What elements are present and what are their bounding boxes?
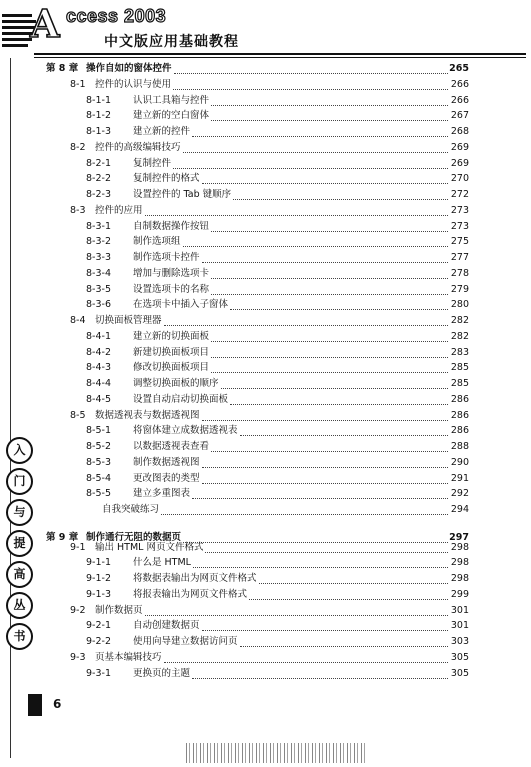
toc-title: 自动创建数据页 bbox=[133, 620, 200, 632]
toc-number: 8-1-2 bbox=[86, 110, 111, 122]
toc-leader-dots bbox=[211, 293, 448, 295]
toc-row bbox=[0, 503, 531, 517]
toc-page-number: 269 bbox=[450, 157, 469, 169]
toc-page-number: 282 bbox=[450, 315, 469, 326]
toc-leader-dots bbox=[192, 497, 448, 499]
toc-leader-dots bbox=[193, 566, 448, 568]
toc-leader-dots bbox=[211, 104, 448, 106]
toc-title: 设置自动启动切换面板 bbox=[133, 393, 229, 405]
toc-number: 8-4-2 bbox=[86, 346, 111, 358]
toc-number: 8-5-1 bbox=[86, 425, 111, 437]
toc-page-number: 297 bbox=[449, 531, 469, 543]
series-char: 门 bbox=[6, 468, 33, 495]
toc-row bbox=[0, 541, 531, 555]
page-marker-block bbox=[28, 694, 42, 716]
toc-leader-dots bbox=[211, 119, 448, 121]
series-char: 高 bbox=[6, 561, 33, 588]
toc-page-number: 286 bbox=[450, 393, 469, 405]
toc-title: 控件的高级编辑技巧 bbox=[95, 141, 181, 153]
toc-number: 8-4-1 bbox=[86, 330, 111, 342]
toc-leader-dots bbox=[211, 340, 448, 342]
toc-leader-dots bbox=[230, 403, 448, 405]
toc-page-number: 282 bbox=[450, 330, 469, 342]
toc-leader-dots bbox=[221, 387, 448, 389]
toc-leader-dots bbox=[183, 151, 448, 153]
toc-title: 修改切换面板项目 bbox=[133, 362, 210, 374]
toc-title: 新建切换面板项目 bbox=[133, 346, 210, 358]
toc-row bbox=[0, 361, 531, 375]
toc-title: 建立新的控件 bbox=[133, 126, 191, 137]
toc-leader-dots bbox=[211, 371, 448, 373]
toc-row bbox=[0, 235, 531, 249]
toc-number: 8-4-3 bbox=[86, 362, 111, 374]
toc-row bbox=[0, 346, 531, 360]
toc-leader-dots bbox=[233, 198, 448, 200]
toc-page-number: 286 bbox=[450, 409, 469, 421]
toc-page-number: 283 bbox=[450, 346, 469, 358]
toc-page-number: 292 bbox=[450, 488, 469, 500]
toc-leader-dots bbox=[183, 245, 448, 247]
header-rule bbox=[34, 53, 526, 55]
toc-page-number: 273 bbox=[450, 204, 469, 216]
toc-page-number: 303 bbox=[450, 636, 469, 647]
toc-row bbox=[0, 330, 531, 344]
toc-row bbox=[0, 424, 531, 438]
toc-number: 9-1-1 bbox=[86, 557, 111, 569]
toc-leader-dots bbox=[164, 661, 448, 663]
toc-page-number: 290 bbox=[450, 456, 469, 468]
toc-row bbox=[0, 604, 531, 618]
toc-title: 建立新的空白窗体 bbox=[133, 110, 210, 122]
toc-page-number: 305 bbox=[450, 667, 469, 679]
toc-leader-dots bbox=[211, 356, 448, 358]
toc-number: 9-2-2 bbox=[86, 636, 111, 647]
toc-title: 制作选项卡控件 bbox=[133, 252, 200, 263]
toc-chapter-row bbox=[0, 62, 531, 76]
toc-title: 制作数据透视图 bbox=[133, 456, 200, 468]
toc-row bbox=[0, 220, 531, 234]
toc-title: 将报表输出为网页文件格式 bbox=[133, 588, 248, 600]
toc-number: 8-3-5 bbox=[86, 283, 111, 295]
scan-noise bbox=[186, 743, 366, 763]
toc-leader-dots bbox=[202, 182, 448, 184]
toc-leader-dots bbox=[173, 167, 448, 169]
toc-number: 9-1-3 bbox=[86, 588, 111, 600]
page-number: 6 bbox=[53, 697, 62, 711]
toc-leader-dots bbox=[161, 513, 448, 515]
toc-title: 什么是 HTML bbox=[133, 557, 191, 569]
toc-row bbox=[0, 125, 531, 139]
toc-row bbox=[0, 572, 531, 586]
toc-row bbox=[0, 440, 531, 454]
toc-page-number: 273 bbox=[450, 220, 469, 232]
toc-row bbox=[0, 94, 531, 108]
toc-page-number: 298 bbox=[450, 557, 469, 569]
toc-row bbox=[0, 157, 531, 171]
toc-row bbox=[0, 651, 531, 665]
toc-number: 8-3-3 bbox=[86, 252, 111, 263]
toc-title: 切换面板管理器 bbox=[95, 315, 162, 326]
toc-leader-dots bbox=[202, 466, 448, 468]
toc-title: 制作数据页 bbox=[95, 604, 143, 616]
toc-page-number: 301 bbox=[450, 620, 469, 632]
toc-number: 9-3-1 bbox=[86, 667, 111, 679]
toc-number: 9-2 bbox=[70, 604, 86, 616]
toc-number: 8-2 bbox=[70, 141, 86, 153]
toc-title: 复制控件 bbox=[133, 157, 172, 169]
toc-leader-dots bbox=[205, 551, 448, 553]
toc-number: 8-5-3 bbox=[86, 456, 111, 468]
toc-title: 制作选项组 bbox=[133, 236, 181, 248]
toc-leader-dots bbox=[145, 614, 448, 616]
toc-row bbox=[0, 377, 531, 391]
toc-page-number: 299 bbox=[450, 588, 469, 600]
toc-page-number: 278 bbox=[450, 267, 469, 279]
toc-row bbox=[0, 283, 531, 297]
toc-row bbox=[0, 314, 531, 328]
toc-page-number: 269 bbox=[450, 141, 469, 153]
toc-leader-dots bbox=[202, 261, 448, 263]
toc-page-number: 280 bbox=[450, 299, 469, 311]
toc-row bbox=[0, 172, 531, 186]
toc-page-number: 298 bbox=[450, 541, 469, 553]
toc-leader-dots bbox=[192, 677, 448, 679]
toc-number: 9-1 bbox=[70, 541, 86, 553]
toc-page-number: 272 bbox=[450, 189, 469, 200]
toc-leader-dots bbox=[259, 582, 448, 584]
toc-title: 输出 HTML 网页文件格式 bbox=[95, 541, 204, 553]
toc-number: 8-4-5 bbox=[86, 393, 111, 405]
book-title: 中文版应用基础教程 bbox=[104, 34, 239, 50]
toc-leader-dots bbox=[202, 629, 448, 631]
toc-title: 以数据透视表查看 bbox=[133, 441, 210, 452]
toc-title: 建立多重图表 bbox=[133, 488, 191, 500]
brand-initial: A bbox=[30, 1, 60, 46]
toc-title: 复制控件的格式 bbox=[133, 173, 200, 185]
toc-title: 在选项卡中插入子窗体 bbox=[133, 299, 229, 311]
toc-number: 9-2-1 bbox=[86, 620, 111, 632]
toc-number: 8-1 bbox=[70, 78, 86, 90]
toc-number: 8-4-4 bbox=[86, 378, 111, 389]
toc-row bbox=[0, 204, 531, 218]
toc-number: 8-5-4 bbox=[86, 472, 111, 484]
toc-leader-dots bbox=[174, 72, 448, 74]
toc-row bbox=[0, 635, 531, 649]
toc-title: 控件的认识与使用 bbox=[95, 78, 172, 90]
toc-row bbox=[0, 109, 531, 123]
toc-number: 8-3-2 bbox=[86, 236, 111, 248]
series-char: 与 bbox=[6, 499, 33, 526]
toc-row bbox=[0, 588, 531, 602]
toc-title: 更改图表的类型 bbox=[133, 472, 200, 484]
toc-leader-dots bbox=[211, 450, 448, 452]
toc-title: 将数据表输出为网页文件格式 bbox=[133, 573, 257, 584]
series-char: 书 bbox=[6, 623, 33, 650]
toc-leader-dots bbox=[249, 598, 448, 600]
header-rule-thin bbox=[34, 57, 526, 58]
toc-page-number: 277 bbox=[450, 252, 469, 263]
toc-row bbox=[0, 456, 531, 470]
toc-page-number: 275 bbox=[450, 236, 469, 248]
toc-number: 8-2-3 bbox=[86, 189, 111, 200]
toc-title: 使用向导建立数据访问页 bbox=[133, 636, 238, 647]
toc-title: 页基本编辑技巧 bbox=[95, 651, 162, 663]
toc-number: 8-3-1 bbox=[86, 220, 111, 232]
series-char: 入 bbox=[6, 437, 33, 464]
toc-page-number: 265 bbox=[449, 63, 469, 74]
toc-page-number: 294 bbox=[450, 504, 469, 515]
toc-title: 设置选项卡的名称 bbox=[133, 283, 210, 295]
toc-title: 将窗体建立成数据透视表 bbox=[133, 425, 238, 437]
toc-page-number: 305 bbox=[450, 651, 469, 663]
toc-leader-dots bbox=[230, 308, 448, 310]
toc-title: 增加与删除选项卡 bbox=[133, 267, 210, 279]
toc-row bbox=[0, 667, 531, 681]
toc-leader-dots bbox=[202, 482, 448, 484]
series-char: 丛 bbox=[6, 592, 33, 619]
brand-logo-text: ccess 2003 bbox=[66, 6, 167, 26]
toc-row bbox=[0, 251, 531, 265]
toc-row bbox=[0, 188, 531, 202]
toc-leader-dots bbox=[164, 324, 448, 326]
toc-number: 8-1-1 bbox=[86, 94, 111, 106]
toc-page-number: 291 bbox=[450, 472, 469, 484]
toc-leader-dots bbox=[211, 230, 448, 232]
toc-leader-dots bbox=[240, 645, 448, 647]
toc-title: 建立新的切换面板 bbox=[133, 330, 210, 342]
toc-row bbox=[0, 78, 531, 92]
toc-page-number: 266 bbox=[450, 78, 469, 90]
toc-number: 第 9 章 bbox=[46, 531, 79, 543]
toc-leader-dots bbox=[192, 135, 448, 137]
toc-title: 认识工具箱与控件 bbox=[133, 94, 210, 106]
toc-number: 9-1-2 bbox=[86, 573, 111, 584]
toc-row bbox=[0, 267, 531, 281]
toc-title: 操作自如的窗体控件 bbox=[86, 63, 172, 74]
toc-row bbox=[0, 619, 531, 633]
toc-row bbox=[0, 487, 531, 501]
toc-title: 自制数据操作按钮 bbox=[133, 220, 210, 232]
toc-leader-dots bbox=[211, 277, 448, 279]
toc-title: 数据透视表与数据透视图 bbox=[95, 409, 200, 421]
toc-row bbox=[0, 393, 531, 407]
toc-number: 9-3 bbox=[70, 651, 86, 663]
toc-number: 8-5-5 bbox=[86, 488, 111, 500]
series-char: 提 bbox=[6, 530, 33, 557]
toc-title: 自我突破练习 bbox=[102, 504, 160, 515]
toc-title: 控件的应用 bbox=[95, 204, 143, 216]
toc-page-number: 270 bbox=[450, 173, 469, 185]
toc-row bbox=[0, 409, 531, 423]
toc-number: 8-2-2 bbox=[86, 173, 111, 185]
toc-page-number: 298 bbox=[450, 573, 469, 584]
toc-row bbox=[0, 472, 531, 486]
toc-number: 8-2-1 bbox=[86, 157, 111, 169]
toc-leader-dots bbox=[202, 419, 448, 421]
toc-page-number: 266 bbox=[450, 94, 469, 106]
toc-row bbox=[0, 556, 531, 570]
toc-title: 调整切换面板的顺序 bbox=[133, 378, 219, 389]
toc-title: 制作通行无阻的数据页 bbox=[86, 531, 182, 543]
toc-number: 8-5-2 bbox=[86, 441, 111, 452]
toc-title: 更换页的主题 bbox=[133, 667, 191, 679]
toc-leader-dots bbox=[145, 214, 448, 216]
toc-number: 第 8 章 bbox=[46, 63, 79, 74]
toc-page-number: 268 bbox=[450, 126, 469, 137]
toc-number: 8-3-4 bbox=[86, 267, 111, 279]
toc-row bbox=[0, 141, 531, 155]
toc-page-number: 285 bbox=[450, 362, 469, 374]
toc-number: 8-3-6 bbox=[86, 299, 111, 311]
toc-number: 8-5 bbox=[70, 409, 86, 421]
toc-number: 8-3 bbox=[70, 204, 86, 216]
toc-page-number: 301 bbox=[450, 604, 469, 616]
toc-page-number: 286 bbox=[450, 425, 469, 437]
toc-page-number: 279 bbox=[450, 283, 469, 295]
toc-number: 8-1-3 bbox=[86, 126, 111, 137]
toc-number: 8-4 bbox=[70, 315, 86, 326]
toc-page-number: 285 bbox=[450, 378, 469, 389]
toc-page-number: 267 bbox=[450, 110, 469, 122]
toc-title: 设置控件的 Tab 键顺序 bbox=[133, 189, 232, 200]
toc-leader-dots bbox=[240, 434, 448, 436]
toc-row bbox=[0, 298, 531, 312]
toc-page-number: 288 bbox=[450, 441, 469, 452]
toc-leader-dots bbox=[173, 88, 448, 90]
